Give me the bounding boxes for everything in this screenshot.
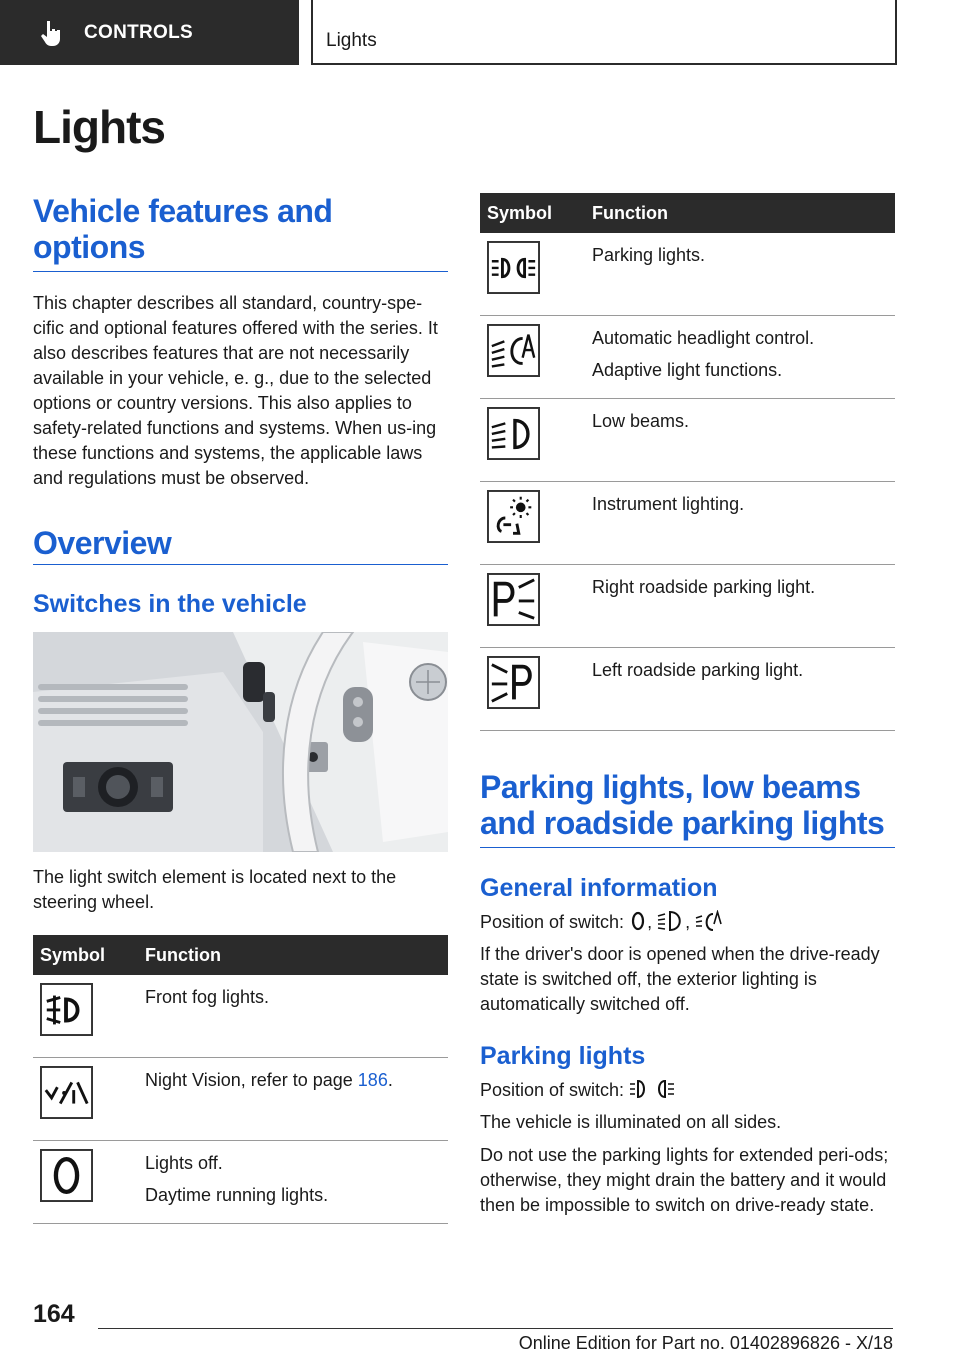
table-row [480, 482, 895, 565]
heading-general-information: General information [480, 874, 718, 902]
table-row [480, 565, 895, 648]
dashboard-photo [33, 632, 448, 852]
parking-paragraph-2: Do not use the parking lights for extended peri-ods; otherwise, they might drain the battery and it would then be impossible to switch on drive-ready state. [480, 1145, 889, 1215]
col-header-symbol: Symbol [480, 193, 592, 233]
left-column [33, 193, 448, 1224]
instrument-lighting-icon [487, 490, 540, 543]
col-header-function: Function [592, 193, 895, 233]
night-vision-icon [40, 1066, 93, 1119]
function-night-vision: Night Vision, refer to page 186. [145, 1070, 393, 1090]
lights-off-icon [40, 1149, 93, 1202]
front-fog-lights-icon [40, 983, 93, 1036]
switch-location-paragraph: The light switch element is located next to the steering wheel. [33, 867, 397, 912]
general-information-paragraph: If the driver's door is opened when the drive-ready state is switched off, the exterior lighting is automatically switched off. [480, 944, 880, 1014]
lights-off-icon [629, 910, 647, 932]
left-roadside-parking-icon [487, 656, 540, 709]
function-daytime-running: Daytime running lights. [145, 1185, 329, 1205]
edition-text: Online Edition for Part no. 01402896826 - X/18 [518, 1333, 893, 1353]
heading-overview: Overview [33, 525, 448, 565]
col-header-function: Function [145, 935, 448, 975]
page-title: Lights [33, 101, 165, 153]
function-left-roadside: Left roadside parking light. [592, 660, 804, 680]
function-low-beams: Low beams. [592, 411, 690, 431]
automatic-headlight-icon [695, 910, 723, 932]
function-instrument-lighting: Instrument lighting. [592, 494, 745, 514]
table-row [33, 1141, 448, 1224]
parking-paragraph-1: The vehicle is illuminated on all sides. [480, 1112, 782, 1132]
right-column [480, 193, 895, 1218]
footer-divider [98, 1328, 893, 1329]
table-row [480, 316, 895, 399]
section-label: CONTROLS [84, 21, 194, 43]
heading-parking-lights: Parking lights [480, 1042, 646, 1070]
page-number: 164 [33, 1300, 75, 1328]
low-beams-icon [657, 910, 685, 932]
function-parking-lights: Parking lights. [592, 245, 706, 265]
low-beams-icon [487, 407, 540, 460]
features-paragraph: This chapter describes all standard, country-spe-cific and optional features offered with the series. It also describes features that are not necessarily available in your vehicle, e. g., due to the selected options or country versions. This also applies to safety-related functions and systems. When us-ing these functions and systems, the applicable laws and regulations must be observed. [33, 293, 438, 488]
light-switch-illustration [33, 632, 448, 852]
general-switch-positions: Position of switch: , , [480, 910, 895, 935]
page-link-186[interactable]: 186 [357, 1070, 388, 1090]
table-row [480, 648, 895, 731]
col-header-symbol: Symbol [33, 935, 145, 975]
table-row [480, 399, 895, 482]
symbol-table-right [480, 193, 895, 731]
heading-vehicle-features: Vehicle features and options [33, 193, 448, 272]
section-tab [0, 0, 299, 65]
right-roadside-parking-icon [487, 573, 540, 626]
table-row [480, 233, 895, 316]
symbol-table-left [33, 935, 448, 1224]
automatic-headlight-icon [487, 324, 540, 377]
parking-lights-icon [629, 1078, 675, 1100]
function-adaptive-light: Adaptive light functions. [592, 360, 783, 380]
function-auto-headlight: Automatic headlight control. [592, 328, 815, 348]
parking-switch-position: Position of switch: [480, 1078, 895, 1103]
chapter-label: Lights [326, 30, 377, 51]
table-row [33, 1058, 448, 1141]
heading-parking-section: Parking lights, low beams and roadside parking lights [480, 769, 895, 848]
parking-lights-icon [487, 241, 540, 294]
function-right-roadside: Right roadside parking light. [592, 577, 816, 597]
heading-switches: Switches in the vehicle [33, 590, 307, 618]
chapter-tab [311, 0, 897, 65]
table-row [33, 975, 448, 1058]
function-lights-off: Lights off. [145, 1153, 223, 1173]
pointing-hand-icon [40, 20, 64, 46]
function-front-fog: Front fog lights. [145, 987, 270, 1007]
